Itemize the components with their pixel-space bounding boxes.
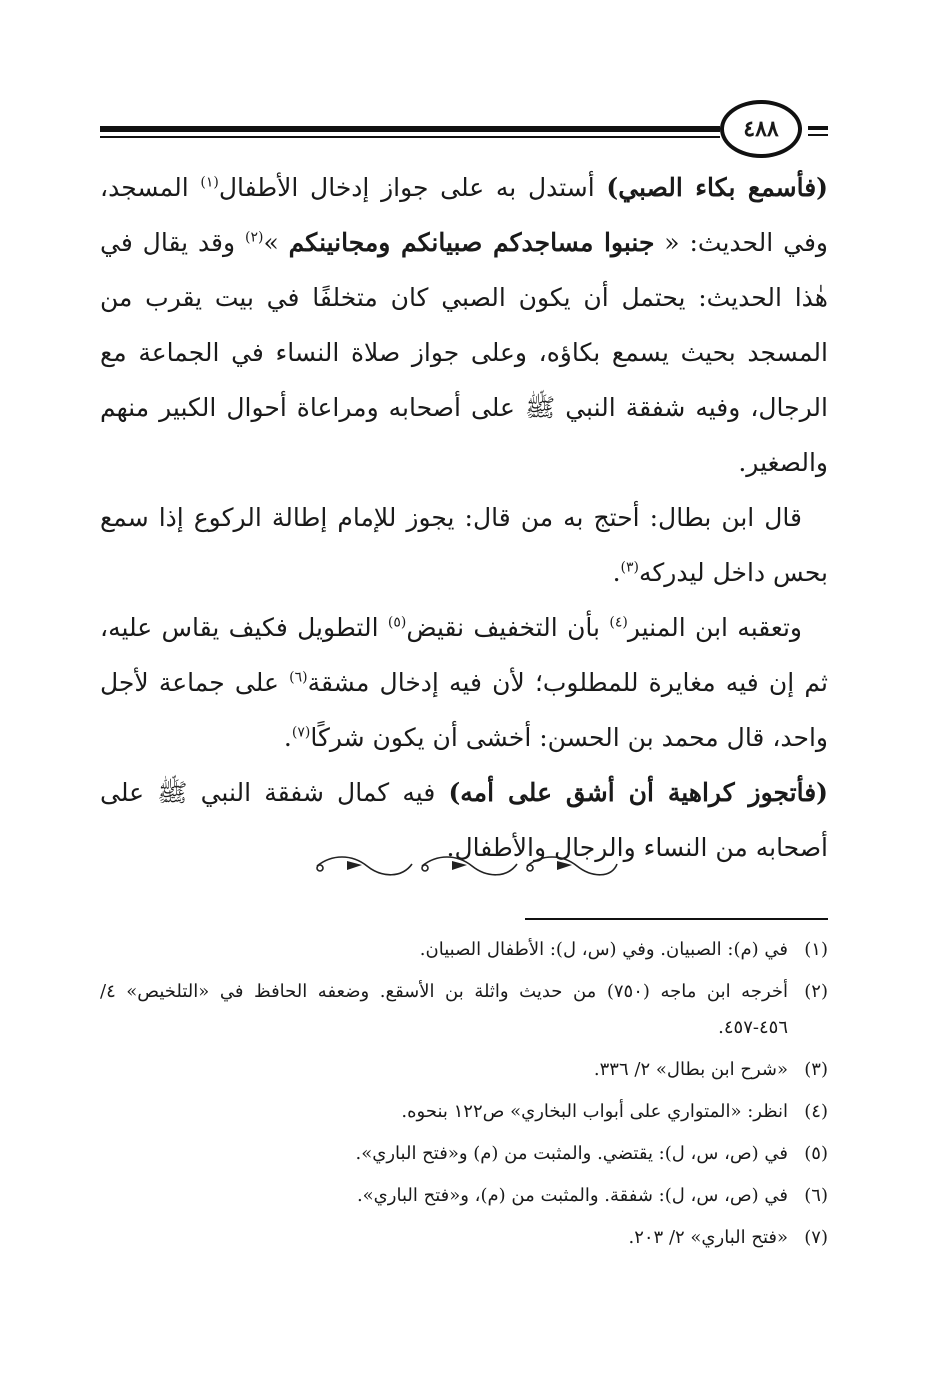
footnote-number: (٤) (804, 1101, 828, 1122)
hadith-quote: جنبوا مساجدكم صبيانكم ومجانينكم (288, 228, 655, 257)
footnote-text: في (ص، س، ل): شفقة. والمثبت من (م)، و«فتح الباري». (356, 1185, 788, 1206)
footnote-ref-5: (٥) (387, 614, 407, 631)
footnote-number: (٣) (804, 1059, 828, 1080)
paragraph-1 (100, 160, 828, 490)
text-run: . (612, 558, 621, 587)
footnote-ref-1: (١) (200, 174, 219, 191)
main-text (100, 160, 828, 875)
footnote-separator (525, 918, 828, 920)
footnote-number: (٢) (804, 981, 828, 1002)
text-run: وقد يقال في هٰذا الحديث: يحتمل أن يكون الصبي كان متخلفًا في بيت يقرب من المسجد بحيث يسمع بكاؤه، وعلى جواز صلاة النساء في الجماعة مع الرجال، وفيه شفقة النبي ﷺ على أصحابه ومراعاة أحوال الكبير منهم والصغير. (100, 228, 828, 477)
footnotes (100, 932, 828, 1262)
footnote-item (100, 1178, 828, 1214)
text-run: التطويل فكيف يقاس عليه، ثم إن فيه مغايرة للمطلوب؛ لأن فيه إدخال مشقة (100, 613, 828, 697)
header-rule-right (808, 126, 828, 130)
text-run: المسجد، وفي الحديث: « (100, 173, 828, 257)
footnote-item (100, 1220, 828, 1256)
paragraph-3 (100, 600, 828, 765)
page-number-badge (720, 100, 802, 158)
footnote-item (100, 1094, 828, 1130)
footnote-text: انظر: «المتواري على أبواب البخاري» ص١٢٢ بنحوه. (401, 1101, 788, 1122)
header-rule-thick (100, 126, 720, 132)
ornament-divider (312, 852, 622, 878)
text-run: فيه كمال شفقة النبي ﷺ على أصحابه من النساء والرجال والأطفال. (100, 778, 828, 862)
footnote-ref-6: (٦) (289, 669, 308, 686)
footnote-text: في (م): الصبيان. وفي (س، ل): الأطفال الصبيان. (419, 939, 788, 960)
text-run: . (283, 723, 292, 752)
footnote-text: «شرح ابن بطال» ٢/ ٣٣٦. (593, 1059, 788, 1080)
footnote-item (100, 1136, 828, 1172)
footnote-ref-7: (٧) (291, 724, 311, 741)
footnote-item (100, 974, 828, 1046)
footnote-number: (٧) (804, 1227, 828, 1248)
footnote-number: (٦) (804, 1185, 828, 1206)
quoted-phrase: (فأتجوز كراهية أن أشق على أمه) (448, 778, 829, 807)
text-run: قال ابن بطال: أحتج به من قال: يجوز للإمام إطالة الركوع إذا سمع بحس داخل ليدركه (100, 503, 828, 587)
footnote-ref-4: (٤) (609, 614, 628, 631)
text-run: وتعقبه ابن المنير (627, 613, 802, 642)
footnote-item (100, 932, 828, 968)
footnote-item (100, 1052, 828, 1088)
text-run: » (263, 228, 289, 257)
text-run: أستدل به على جواز إدخال الأطفال (218, 173, 607, 202)
header-rule-right-thin (808, 134, 828, 136)
footnote-text: «فتح الباري» ٢/ ٢٠٣. (628, 1227, 788, 1248)
footnote-number: (٥) (804, 1143, 828, 1164)
page-header (100, 100, 828, 160)
page-number: ٤٨٨ (743, 116, 779, 142)
footnote-text: في (ص، س، ل): يقتضي. والمثبت من (م) و«فتح الباري». (355, 1143, 788, 1164)
quoted-phrase: (فأسمع بكاء الصبي) (606, 173, 828, 202)
header-rule-thin (100, 136, 720, 138)
footnote-ref-3: (٣) (620, 559, 639, 576)
footnote-ref-2: (٢) (244, 229, 264, 246)
footnote-number: (١) (804, 939, 828, 960)
text-run: بأن التخفيف نقيض (406, 613, 610, 642)
text-run: على جماعة لأجل واحد، قال محمد بن الحسن: أخشى أن يكون شركًا (100, 668, 828, 752)
footnote-text: أخرجه ابن ماجه (٧٥٠) من حديث واثلة بن الأسقع. وضعفه الحافظ في «التلخيص» ٤/ ٤٥٦-٤٥٧. (100, 981, 789, 1038)
paragraph-2 (100, 490, 828, 600)
